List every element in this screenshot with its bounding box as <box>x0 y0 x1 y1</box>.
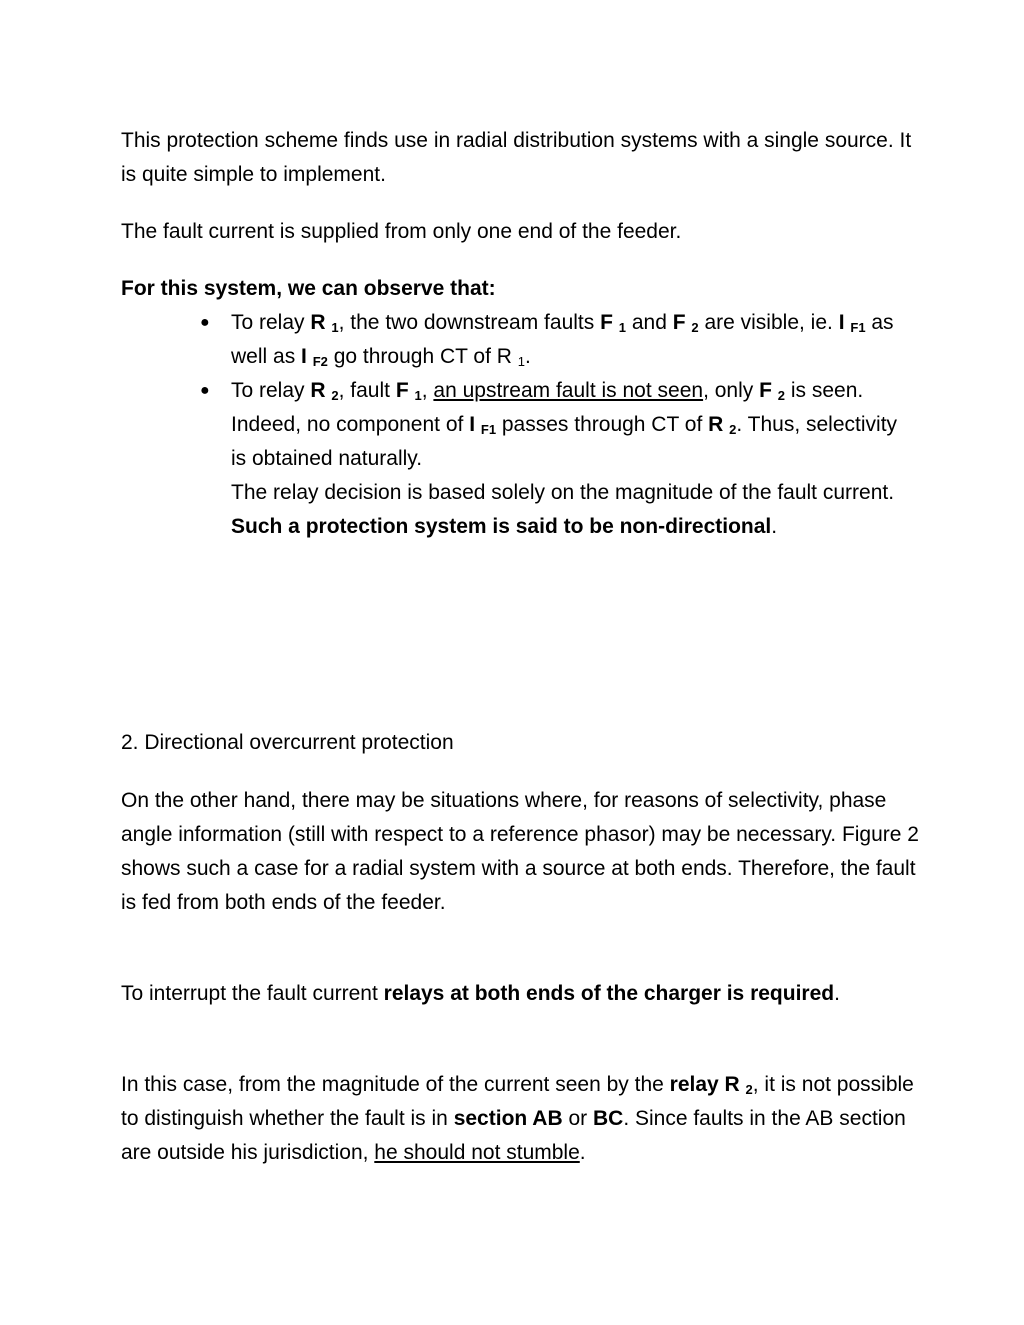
observe-heading <box>121 272 921 306</box>
relay-symbol: R <box>310 379 326 402</box>
feeder-paragraph: The fault current is supplied from only one end of the feeder. <box>121 220 682 243</box>
bullet-icon: ● <box>200 382 210 399</box>
text-run: , the two downstream faults <box>338 311 601 334</box>
bold-text: relays at both ends of the charger is required <box>383 982 835 1005</box>
underlined-text: an upstream fault is not seen <box>433 379 704 402</box>
subscript: 2 <box>331 388 339 403</box>
bold-text: section AB <box>453 1107 563 1130</box>
text-run: . <box>771 515 778 538</box>
subscript: 1 <box>331 320 339 335</box>
subscript: F1 <box>850 320 866 335</box>
list-item <box>197 374 917 476</box>
relays-paragraph <box>121 977 921 1011</box>
subscript: 2 <box>691 320 699 335</box>
observation-list <box>197 306 917 544</box>
subscript: 2 <box>729 422 737 437</box>
list-continuation <box>197 476 917 544</box>
observe-heading-text: For this system, we can observe that: <box>121 277 496 300</box>
directional-paragraph: On the other hand, there may be situations where, for reasons of selectivity, phase angle information (still with respect to a reference phasor) may be necessary. Figure 2 shows such a case for a radial system with a source at both ends. Therefore, the fault is fed from both ends of the feeder. <box>121 789 919 914</box>
intro-paragraph: This protection scheme finds use in radial distribution systems with a single source. It is quite simple to implement. <box>121 129 912 186</box>
subscript: 1 <box>517 354 526 369</box>
subscript: F1 <box>480 422 497 437</box>
relay-symbol: R <box>708 413 724 436</box>
text-run: as well as <box>231 311 894 368</box>
bold-text: Such a protection system is said to be non-directional <box>231 515 772 538</box>
text-run: are visible, ie. <box>698 311 839 334</box>
bold-text: relay R <box>669 1073 740 1096</box>
text-run: is seen. Indeed, no component of <box>231 379 864 436</box>
list-item <box>197 306 917 374</box>
text-run: . Since faults in the AB section are outside his jurisdiction, <box>121 1107 906 1164</box>
fault-symbol: F <box>759 379 772 402</box>
underlined-text: he should not stumble <box>374 1141 580 1164</box>
subscript: 1 <box>414 388 422 403</box>
fault-symbol: F <box>600 311 613 334</box>
subscript: F2 <box>312 354 328 369</box>
text-run: . Thus, selectivity is obtained naturally. <box>231 413 898 470</box>
text-run: . <box>834 982 840 1005</box>
text-run: or <box>562 1107 593 1130</box>
text-run: passes through CT of <box>496 413 709 436</box>
subscript: 2 <box>745 1082 753 1097</box>
text-run: , it is not possible to distinguish whether the fault is in <box>121 1073 914 1130</box>
fault-symbol: F <box>672 311 686 334</box>
text-run: . <box>579 1141 586 1164</box>
text-run: , fault <box>338 379 396 402</box>
text-run: . <box>525 345 531 368</box>
text-run: To interrupt the fault current <box>121 982 384 1005</box>
subscript: 1 <box>618 320 626 335</box>
current-symbol: I <box>469 413 476 436</box>
text-run: The relay decision is based solely on the magnitude of the fault current. <box>231 481 895 504</box>
text-run: go through CT of R <box>327 345 518 368</box>
text-run: To relay <box>231 379 311 402</box>
text-run: and <box>626 311 673 334</box>
bold-text: BC <box>592 1107 624 1130</box>
text-run: To relay <box>231 311 311 334</box>
fault-symbol: F <box>395 379 409 402</box>
relay-symbol: R <box>310 311 326 334</box>
case-paragraph <box>121 1068 921 1170</box>
current-symbol: I <box>301 345 307 368</box>
bullet-icon: ● <box>200 314 210 331</box>
text-run: , <box>421 379 434 402</box>
text-run: In this case, from the magnitude of the current seen by the <box>121 1073 670 1096</box>
text-run: , only <box>703 379 760 402</box>
current-symbol: I <box>838 311 845 334</box>
section-title: 2. Directional overcurrent protection <box>121 731 454 754</box>
subscript: 2 <box>777 388 786 403</box>
